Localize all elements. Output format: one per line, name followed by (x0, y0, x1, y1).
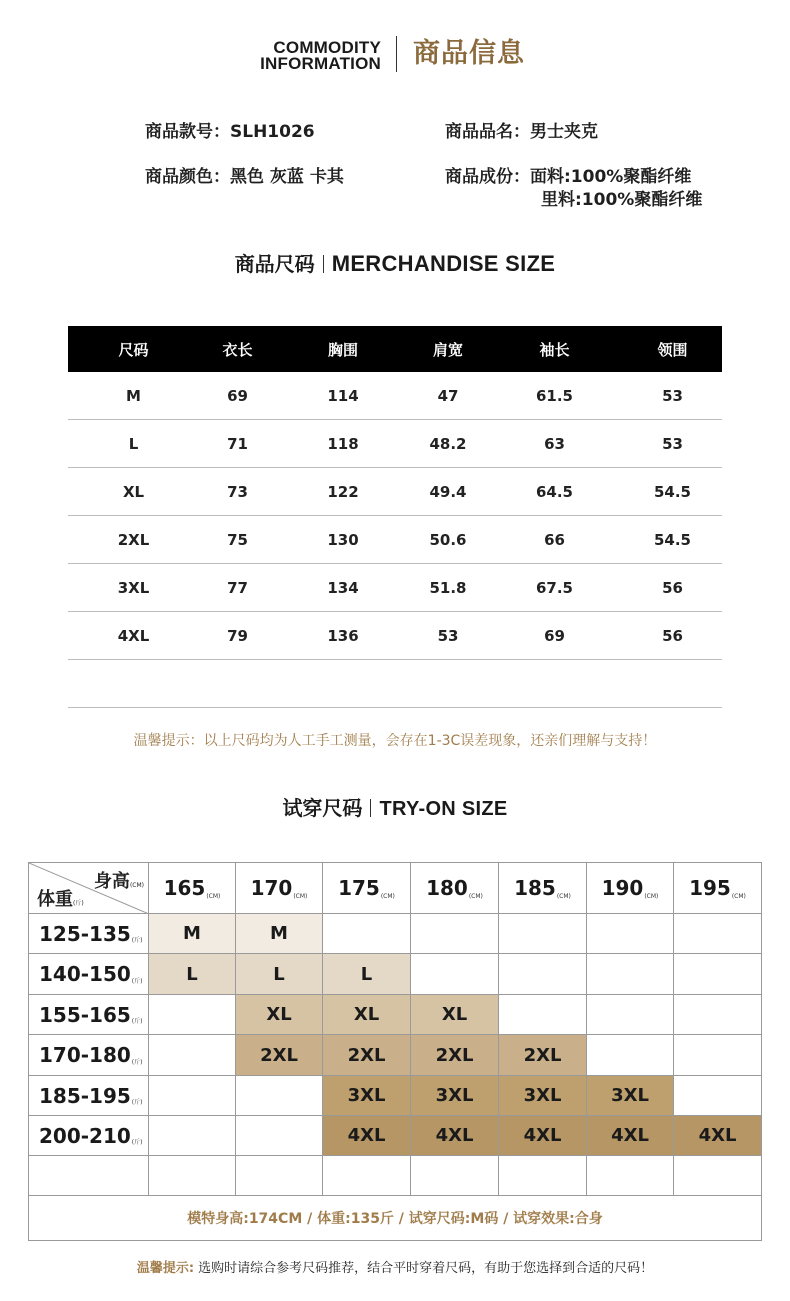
table-cell: 3XL (117, 578, 150, 597)
size-title-en: MERCHANDISE SIZE (331, 251, 556, 276)
size-recommendation-cell: 4XL (323, 1116, 411, 1156)
table-cell: 122 (327, 482, 359, 501)
table-row (68, 372, 722, 420)
empty-cell (149, 1076, 236, 1116)
table-cell: 51.8 (429, 578, 467, 597)
table-cell: 53 (437, 626, 459, 645)
table-cell: 48.2 (429, 434, 467, 453)
size-recommendation-cell: 3XL (411, 1076, 499, 1116)
size-recommendation-cell: 4XL (674, 1116, 762, 1156)
style-no-label: 商品款号： (145, 122, 230, 142)
table-cell: 67.5 (535, 578, 573, 597)
color-value: 黑色 灰蓝 卡其 (230, 167, 344, 187)
size-recommendation-cell: XL (411, 995, 499, 1035)
info-name (445, 121, 598, 144)
name-label: 商品品名： (445, 122, 530, 142)
table-cell: 61.5 (535, 386, 573, 405)
size-recommendation-cell: 3XL (587, 1076, 674, 1116)
header-title-en-line1: COMMODITY (273, 38, 381, 57)
size-recommendation-cell: M (236, 914, 323, 954)
size-recommendation-cell: 4XL (411, 1116, 499, 1156)
empty-cell (236, 1156, 323, 1196)
header (0, 32, 790, 76)
empty-cell (149, 1035, 236, 1076)
weight-header-cell: 140-150 (斤) (29, 954, 149, 995)
table-cell: 50.6 (429, 530, 467, 549)
table-cell: 2XL (117, 530, 150, 549)
header-divider (396, 36, 397, 72)
footer-note-text: 选购时请综合参考尺码推荐，结合平时穿着尺码，有助于您选择到合适的尺码！ (194, 1261, 654, 1276)
size-title-cn: 商品尺码 (234, 252, 315, 276)
empty-cell (149, 995, 236, 1035)
table-cell: 69 (544, 626, 565, 645)
table-cell: 73 (227, 482, 248, 501)
table-cell: 130 (327, 530, 359, 549)
size-header-cell: 领围 (657, 340, 688, 359)
composition-label: 商品成份： (445, 167, 530, 187)
size-recommendation-cell: 3XL (323, 1076, 411, 1116)
header-title-en (237, 40, 381, 72)
size-table-body (68, 372, 722, 660)
size-recommendation-cell: 3XL (499, 1076, 587, 1116)
size-header-cell: 袖长 (539, 340, 570, 359)
composition-line1: 面料:100%聚酯纤维 (530, 167, 692, 187)
table-cell: L (128, 434, 139, 453)
empty-cell (587, 1035, 674, 1076)
size-recommendation-cell: 2XL (499, 1035, 587, 1076)
empty-cell (674, 954, 762, 995)
height-header-cell: 180 (CM) (411, 863, 499, 914)
empty-cell (499, 995, 587, 1035)
empty-cell (29, 1156, 149, 1196)
size-header-cell: 尺码 (118, 340, 149, 359)
size-note: 温馨提示：以上尺码均为人工手工测量，会存在1-3C误差现象，还亲们理解与支持！ (133, 733, 657, 749)
tryon-title-cn: 试穿尺码 (282, 796, 363, 820)
empty-cell (499, 1156, 587, 1196)
empty-cell (674, 1035, 762, 1076)
table-cell: 114 (327, 386, 359, 405)
empty-cell (499, 914, 587, 954)
size-table-empty-row (68, 660, 722, 708)
table-row (68, 420, 722, 468)
table-cell: 71 (227, 434, 248, 453)
size-recommendation-cell: L (323, 954, 411, 995)
empty-cell (674, 995, 762, 1035)
info-color (145, 166, 344, 189)
table-cell: 66 (544, 530, 565, 549)
table-cell: 56 (662, 578, 683, 597)
table-cell: 79 (227, 626, 248, 645)
empty-cell (411, 914, 499, 954)
size-header-cell: 肩宽 (432, 340, 463, 359)
table-cell: 134 (327, 578, 359, 597)
table-cell: 47 (437, 386, 459, 405)
size-table (68, 326, 722, 708)
size-recommendation-cell: M (149, 914, 236, 954)
table-cell: 4XL (117, 626, 150, 645)
size-recommendation-cell: 2XL (236, 1035, 323, 1076)
table-cell: 54.5 (653, 530, 691, 549)
empty-cell (587, 914, 674, 954)
height-header-cell: 185 (CM) (499, 863, 587, 914)
empty-cell (587, 1156, 674, 1196)
table-cell: 53 (662, 386, 683, 405)
tryon-title-en: TRY-ON SIZE (379, 798, 508, 820)
empty-cell (674, 1156, 762, 1196)
table-row (68, 564, 722, 612)
height-header-cell: 175 (CM) (323, 863, 411, 914)
table-cell: 53 (662, 434, 683, 453)
grid-corner (29, 863, 149, 914)
info-style-no (145, 121, 315, 144)
empty-cell (411, 954, 499, 995)
size-recommendation-cell: 2XL (411, 1035, 499, 1076)
corner-height-label: 身高(CM) (93, 871, 144, 892)
empty-cell (499, 954, 587, 995)
header-title-cn: 商品信息 (413, 38, 525, 69)
table-cell: 49.4 (429, 482, 467, 501)
size-recommendation-cell: L (236, 954, 323, 995)
weight-header-cell: 185-195 (斤) (29, 1076, 149, 1116)
tryon-title-divider (370, 799, 371, 817)
empty-cell (149, 1156, 236, 1196)
table-cell: 54.5 (653, 482, 691, 501)
empty-cell (411, 1156, 499, 1196)
size-recommendation-cell: XL (323, 995, 411, 1035)
height-header-cell: 190 (CM) (587, 863, 674, 914)
table-cell: 69 (227, 386, 248, 405)
tryon-section-title (0, 794, 790, 823)
info-composition (445, 166, 691, 189)
empty-cell (236, 1116, 323, 1156)
size-recommendation-cell: XL (236, 995, 323, 1035)
empty-cell (587, 995, 674, 1035)
header-title-en-line2: INFORMATION (260, 54, 381, 73)
name-value: 男士夹克 (530, 122, 598, 142)
table-cell: 136 (327, 626, 359, 645)
size-section-title (0, 250, 790, 278)
table-row (68, 612, 722, 660)
weight-header-cell: 200-210 (斤) (29, 1116, 149, 1156)
size-recommendation-cell: 4XL (499, 1116, 587, 1156)
height-header-cell: 170 (CM) (236, 863, 323, 914)
size-header-cell: 胸围 (327, 340, 358, 359)
empty-cell (149, 1116, 236, 1156)
table-row (68, 468, 722, 516)
footer-note-highlight: 温馨提示: (136, 1261, 195, 1276)
table-row (68, 516, 722, 564)
corner-weight-label: 体重(斤) (37, 889, 84, 910)
size-recommendation-cell: 2XL (323, 1035, 411, 1076)
empty-cell (323, 1156, 411, 1196)
height-header-cell: 165 (CM) (149, 863, 236, 914)
empty-cell (323, 914, 411, 954)
height-header-cell: 195 (CM) (674, 863, 762, 914)
style-no-value: SLH1026 (230, 122, 315, 142)
empty-cell (674, 1076, 762, 1116)
footer-note (0, 1257, 790, 1276)
table-cell: 64.5 (535, 482, 573, 501)
table-cell: 77 (227, 578, 248, 597)
size-table-header (68, 326, 722, 372)
model-info: 模特身高:174CM / 体重:135斤 / 试穿尺码:M码 / 试穿效果:合身 (187, 1210, 603, 1227)
size-recommendation-cell: L (149, 954, 236, 995)
weight-header-cell: 170-180 (斤) (29, 1035, 149, 1076)
size-header-cell: 衣长 (222, 340, 253, 359)
composition-line2: 里料:100%聚酯纤维 (541, 190, 703, 210)
weight-header-cell: 125-135 (斤) (29, 914, 149, 954)
empty-cell (236, 1076, 323, 1116)
table-cell: 75 (227, 530, 248, 549)
empty-cell (674, 914, 762, 954)
color-label: 商品颜色： (145, 167, 230, 187)
tryon-grid (28, 862, 762, 1241)
table-cell: 63 (544, 434, 565, 453)
table-cell: 56 (662, 626, 683, 645)
table-cell: 118 (327, 434, 359, 453)
table-cell: XL (122, 482, 145, 501)
table-cell: M (126, 386, 141, 405)
size-title-divider (323, 255, 324, 273)
weight-header-cell: 155-165 (斤) (29, 995, 149, 1035)
empty-cell (587, 954, 674, 995)
size-recommendation-cell: 4XL (587, 1116, 674, 1156)
